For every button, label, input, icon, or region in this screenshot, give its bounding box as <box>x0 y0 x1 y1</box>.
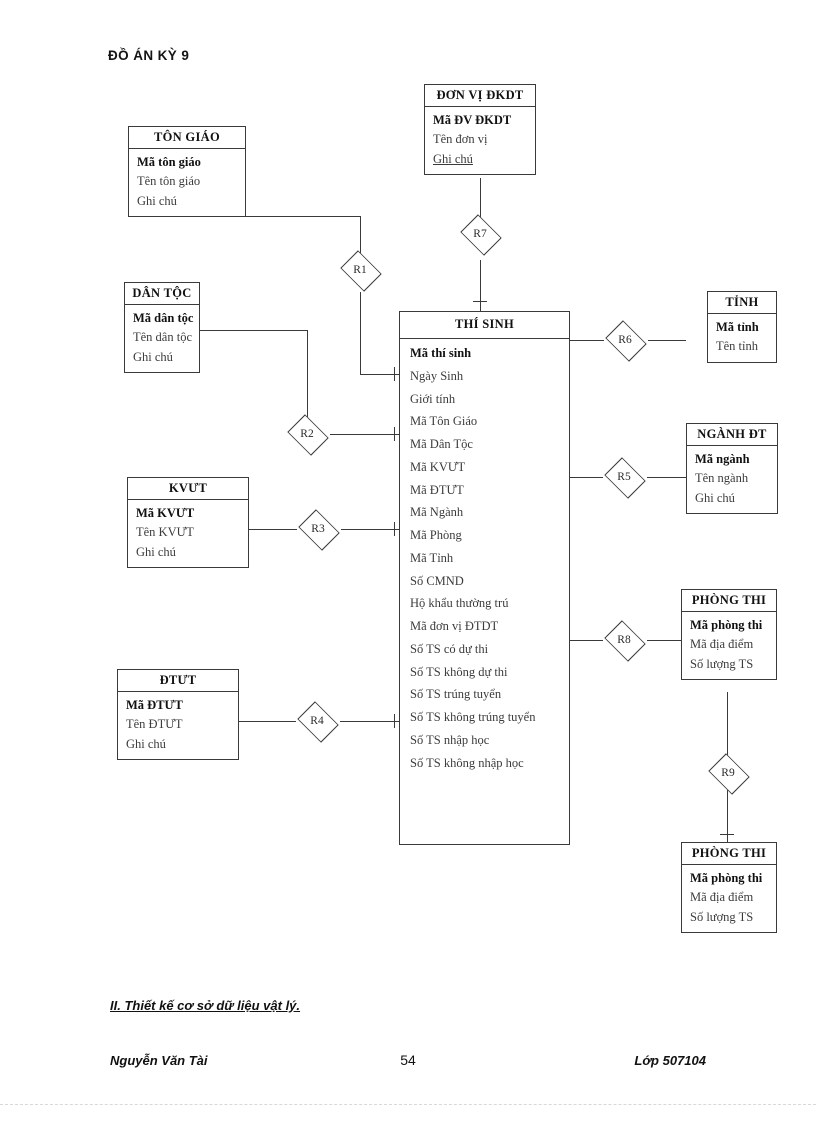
relationship-r4[interactable] <box>294 704 340 738</box>
connector-r6-a <box>570 340 604 341</box>
relationship-r1[interactable] <box>337 253 383 287</box>
attribute: Mã KVƯT <box>410 459 466 474</box>
attribute: Hộ khẩu thường trú <box>410 596 509 611</box>
attribute: Ghi chú <box>433 152 473 166</box>
attribute-key: Mã phòng thi <box>690 870 763 885</box>
connector-r2-c <box>330 434 399 435</box>
attribute-key: Mã KVƯT <box>136 505 195 520</box>
attribute: Mã Ngành <box>410 505 464 520</box>
attribute: Tên đơn vị <box>433 132 488 147</box>
connector-r5-b <box>647 477 686 478</box>
attribute: Mã đơn vị ĐTDT <box>410 619 499 633</box>
attribute-key: Mã dân tộc <box>133 310 194 325</box>
connector-r4-b <box>340 721 399 722</box>
entity-name: PHÒNG THI <box>682 590 776 612</box>
entity-attributes <box>125 305 199 372</box>
crowfoot-r4 <box>394 714 395 728</box>
connector-r5-a <box>570 477 603 478</box>
connector-r1-c <box>360 292 361 375</box>
attribute: Số CMND <box>410 573 464 588</box>
attribute: Ghi chú <box>137 194 177 208</box>
entity-ton-giao[interactable] <box>128 126 246 217</box>
attribute-key: Mã thí sinh <box>410 346 472 360</box>
relationship-r5[interactable] <box>601 460 647 494</box>
relationship-label: R1 <box>353 264 367 276</box>
entity-nganh-dt[interactable] <box>686 423 778 514</box>
entity-attributes <box>425 107 535 174</box>
attribute: Tên tôn giáo <box>137 174 201 189</box>
attribute: Ghi chú <box>126 737 166 751</box>
attribute: Số TS nhập học <box>410 732 490 747</box>
entity-kvut[interactable] <box>127 477 249 568</box>
entity-dtut[interactable] <box>117 669 239 760</box>
attribute: Số TS không nhập học <box>410 755 524 770</box>
entity-name: THÍ SINH <box>400 312 569 339</box>
footer-class: Lớp 507104 <box>634 1053 706 1068</box>
entity-name: KVƯT <box>128 478 248 500</box>
attribute: Số TS trúng tuyển <box>410 687 502 702</box>
section-title: II. Thiết kế cơ sở dữ liệu vật lý. <box>110 998 301 1013</box>
attribute: Số lượng TS <box>690 910 754 924</box>
attribute-key: Mã tỉnh <box>716 319 759 334</box>
attribute: Mã địa điểm <box>690 890 754 905</box>
attribute: Tên ĐTƯT <box>126 717 183 732</box>
attribute-key: Mã ĐTƯT <box>126 697 183 712</box>
attribute: Ghi chú <box>695 491 735 505</box>
attribute-key: Mã phòng thi <box>690 617 763 632</box>
attribute-key: Mã ngành <box>695 451 750 466</box>
entity-don-vi-dkdt[interactable] <box>424 84 536 175</box>
entity-attributes <box>400 339 569 779</box>
attribute: Tên dân tộc <box>133 330 193 345</box>
attribute: Số lượng TS <box>690 657 754 671</box>
entity-name: TỈNH <box>708 292 776 314</box>
entity-attributes <box>687 446 777 513</box>
connector-r2-a <box>200 330 308 331</box>
entity-attributes <box>708 314 776 362</box>
relationship-label: R8 <box>617 634 631 646</box>
attribute: Giới tính <box>410 391 456 406</box>
connector-r8-b <box>647 640 681 641</box>
crowfoot-r1 <box>394 367 395 381</box>
entity-attributes <box>129 149 245 216</box>
attribute: Tên KVƯT <box>136 525 194 540</box>
entity-name: ĐƠN VỊ ĐKDT <box>425 85 535 107</box>
entity-name: DÂN TỘC <box>125 283 199 305</box>
relationship-label: R6 <box>618 334 632 346</box>
attribute: Mã Tỉnh <box>410 550 454 565</box>
entity-name: ĐTƯT <box>118 670 238 692</box>
relationship-r3[interactable] <box>295 512 341 546</box>
connector-r3-a <box>249 529 297 530</box>
relationship-r2[interactable] <box>284 417 330 451</box>
attribute: Số TS có dự thi <box>410 641 489 656</box>
attribute: Tên ngành <box>695 471 749 486</box>
footer-author: Nguyễn Văn Tài <box>110 1053 208 1068</box>
attribute-key: Mã ĐV ĐKDT <box>433 112 512 127</box>
attribute: Tên tỉnh <box>716 339 759 354</box>
crowfoot-r9 <box>720 834 734 835</box>
attribute: Ngày Sinh <box>410 368 464 383</box>
crowfoot-r7 <box>473 301 487 302</box>
relationship-r7[interactable] <box>457 217 503 251</box>
entity-dan-toc[interactable] <box>124 282 200 373</box>
connector-r6-b <box>648 340 686 341</box>
connector-r2-b <box>307 330 308 419</box>
connector-r3-b <box>341 529 399 530</box>
connector-r9-a <box>727 692 728 756</box>
entity-name: NGÀNH ĐT <box>687 424 777 446</box>
relationship-r6[interactable] <box>602 323 648 357</box>
entity-phong-thi-lower[interactable] <box>681 842 777 933</box>
attribute-key: Mã tôn giáo <box>137 154 201 169</box>
entity-attributes <box>682 612 776 679</box>
crowfoot-r3 <box>394 522 395 536</box>
relationship-label: R7 <box>473 228 487 240</box>
attribute: Ghi chú <box>133 350 173 364</box>
footer-page-number: 54 <box>400 1052 416 1068</box>
attribute: Mã địa điểm <box>690 637 754 652</box>
entity-tinh[interactable] <box>707 291 777 363</box>
page-header: ĐỒ ÁN KỲ 9 <box>108 48 190 63</box>
entity-attributes <box>118 692 238 759</box>
attribute: Mã Dân Tộc <box>410 437 473 451</box>
relationship-label: R9 <box>721 767 735 779</box>
relationship-label: R4 <box>310 715 324 727</box>
attribute: Số TS không dự thi <box>410 664 508 679</box>
entity-attributes <box>128 500 248 567</box>
entity-thi-sinh[interactable] <box>399 311 570 845</box>
relationship-r8[interactable] <box>601 623 647 657</box>
attribute: Mã ĐTƯT <box>410 482 464 497</box>
attribute: Số TS không trúng tuyển <box>410 710 536 724</box>
attribute: Mã Tôn Giáo <box>410 414 478 429</box>
page-bottom-edge <box>0 1104 816 1106</box>
entity-name: TÔN GIÁO <box>129 127 245 149</box>
relationship-label: R5 <box>617 471 631 483</box>
crowfoot-r2 <box>394 427 395 441</box>
relationship-r9[interactable] <box>705 756 751 790</box>
connector-r1-a <box>246 216 361 217</box>
relationship-label: R2 <box>300 428 314 440</box>
relationship-label: R3 <box>311 523 325 535</box>
attribute: Mã Phòng <box>410 528 462 542</box>
connector-r8-a <box>570 640 603 641</box>
entity-attributes <box>682 865 776 932</box>
entity-name: PHÒNG THI <box>682 843 776 865</box>
connector-r7-lower <box>480 260 481 311</box>
connector-r4-a <box>239 721 296 722</box>
entity-phong-thi-upper[interactable] <box>681 589 777 680</box>
attribute: Ghi chú <box>136 545 176 559</box>
